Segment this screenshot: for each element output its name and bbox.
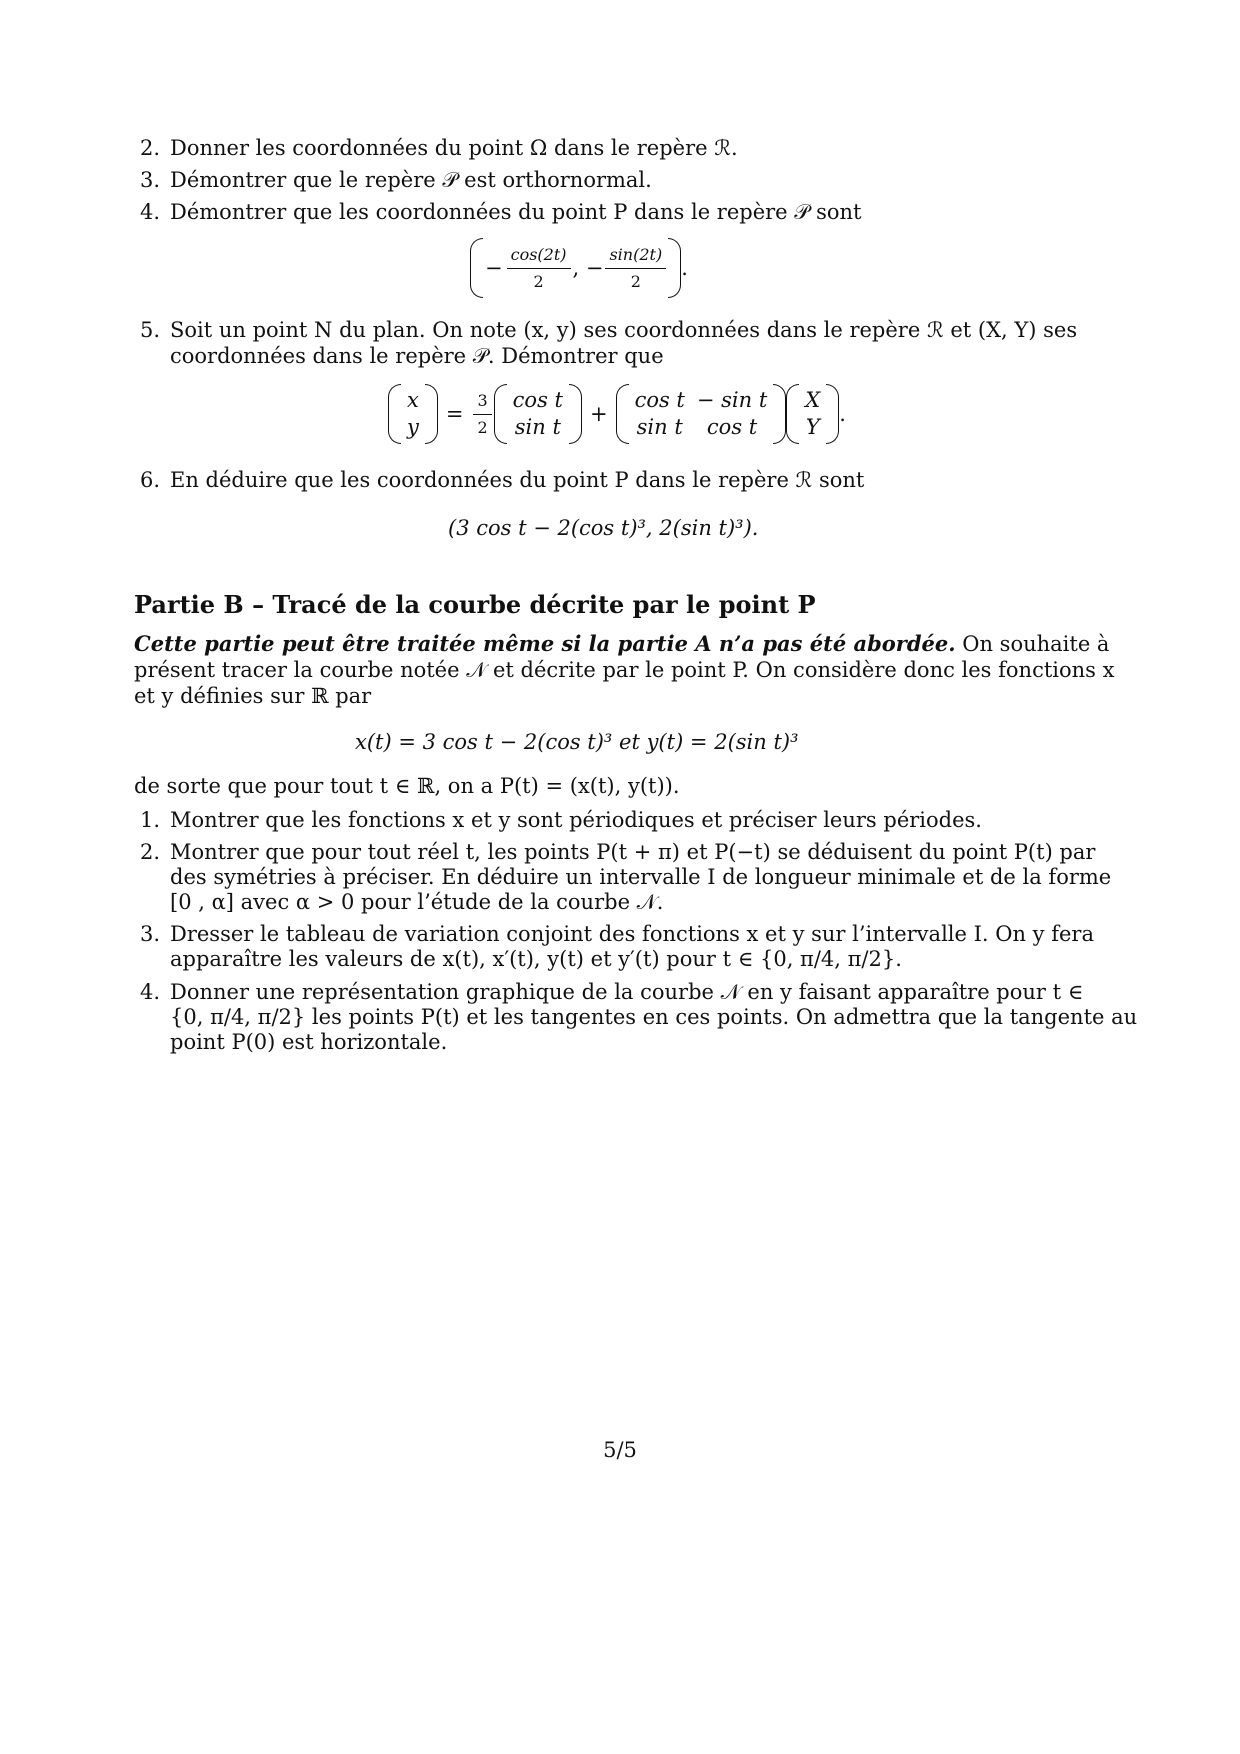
equation-parametric: x(t) = 3 cos t − 2(cos t)³ et y(t) = 2(sin t)³ bbox=[355, 730, 799, 754]
item-text: Démontrer que les coordonnées du point P dans le repère 𝒫 sont bbox=[170, 200, 862, 224]
item-text: Donner une représentation graphique de la courbe 𝒩 en y faisant apparaître pour t ∈ bbox=[170, 980, 1084, 1004]
item-text: {0, π/4, π/2} les points P(t) et les tangentes en ces points. On admettra que la tangente au bbox=[170, 1005, 1138, 1029]
item-text: En déduire que les coordonnées du point P dans le repère ℛ sont bbox=[170, 468, 865, 492]
intro-line: présent tracer la courbe notée 𝒩 et décrite par le point P. On considère donc les fonctions x bbox=[134, 658, 1115, 682]
item-number: 1. bbox=[139, 808, 160, 832]
page-number: 5/5 bbox=[603, 1438, 637, 1462]
text-line: de sorte que pour tout t ∈ ℝ, on a P(t) = (x(t), y(t)). bbox=[134, 774, 680, 798]
item-text: Montrer que les fonctions x et y sont périodiques et préciser leurs périodes. bbox=[170, 808, 982, 832]
intro-line: Cette partie peut être traitée même si la partie A n’a pas été abordée. On souhaite à bbox=[134, 631, 1110, 656]
item-number: 3. bbox=[139, 168, 160, 192]
item-text: apparaître les valeurs de x(t), x′(t), y(t) et y′(t) pour t ∈ {0, π/4, π/2}. bbox=[170, 947, 902, 971]
equation-coordinates-p: − $\frac{\cos(2t)}{2}$ , − $\frac{\sin(2t)}{2}$ . bbox=[470, 238, 688, 298]
item-number: 6. bbox=[139, 468, 160, 492]
item-number: 4. bbox=[139, 980, 160, 1004]
item-text: des symétries à préciser. En déduire un intervalle I de longueur minimale et de la forme bbox=[170, 865, 1112, 889]
item-number: 2. bbox=[139, 840, 160, 864]
section-heading: Partie B – Tracé de la courbe décrite par le point P bbox=[134, 590, 816, 619]
item-text: Dresser le tableau de variation conjoint des fonctions x et y sur l’intervalle I. On y fera bbox=[170, 922, 1094, 946]
equation-change-of-basis: x y = $\frac{3}{2}$ cos t sin t + cos t − sin t sin t cos t X Y . bbox=[388, 384, 846, 444]
fraction: $\frac{\cos(2t)}{2}$ bbox=[507, 242, 571, 295]
left-paren bbox=[470, 238, 483, 298]
item-text: Démontrer que le repère 𝒫 est orthornormal. bbox=[170, 168, 652, 192]
equation-coordinates-r: (3 cos t − 2(cos t)³, 2(sin t)³). bbox=[448, 516, 759, 540]
fraction: $\frac{\sin(2t)}{2}$ bbox=[605, 242, 666, 295]
item-number: 3. bbox=[139, 922, 160, 946]
item-text: [0 , α] avec α > 0 pour l’étude de la courbe 𝒩. bbox=[170, 890, 664, 914]
item-text: Donner les coordonnées du point Ω dans le repère ℛ. bbox=[170, 136, 738, 160]
item-number: 4. bbox=[139, 200, 160, 224]
right-paren bbox=[668, 238, 681, 298]
item-text: Montrer que pour tout réel t, les points P(t + π) et P(−t) se déduisent du point P(t) par bbox=[170, 840, 1096, 864]
item-text: Soit un point N du plan. On note (x, y) ses coordonnées dans le repère ℛ et (X, Y) ses bbox=[170, 318, 1078, 342]
item-number: 5. bbox=[139, 318, 160, 342]
item-text: coordonnées dans le repère 𝒫. Démontrer que bbox=[170, 344, 664, 368]
item-number: 2. bbox=[139, 136, 160, 160]
intro-line: et y définies sur ℝ par bbox=[134, 684, 372, 708]
item-text: point P(0) est horizontale. bbox=[170, 1030, 448, 1054]
